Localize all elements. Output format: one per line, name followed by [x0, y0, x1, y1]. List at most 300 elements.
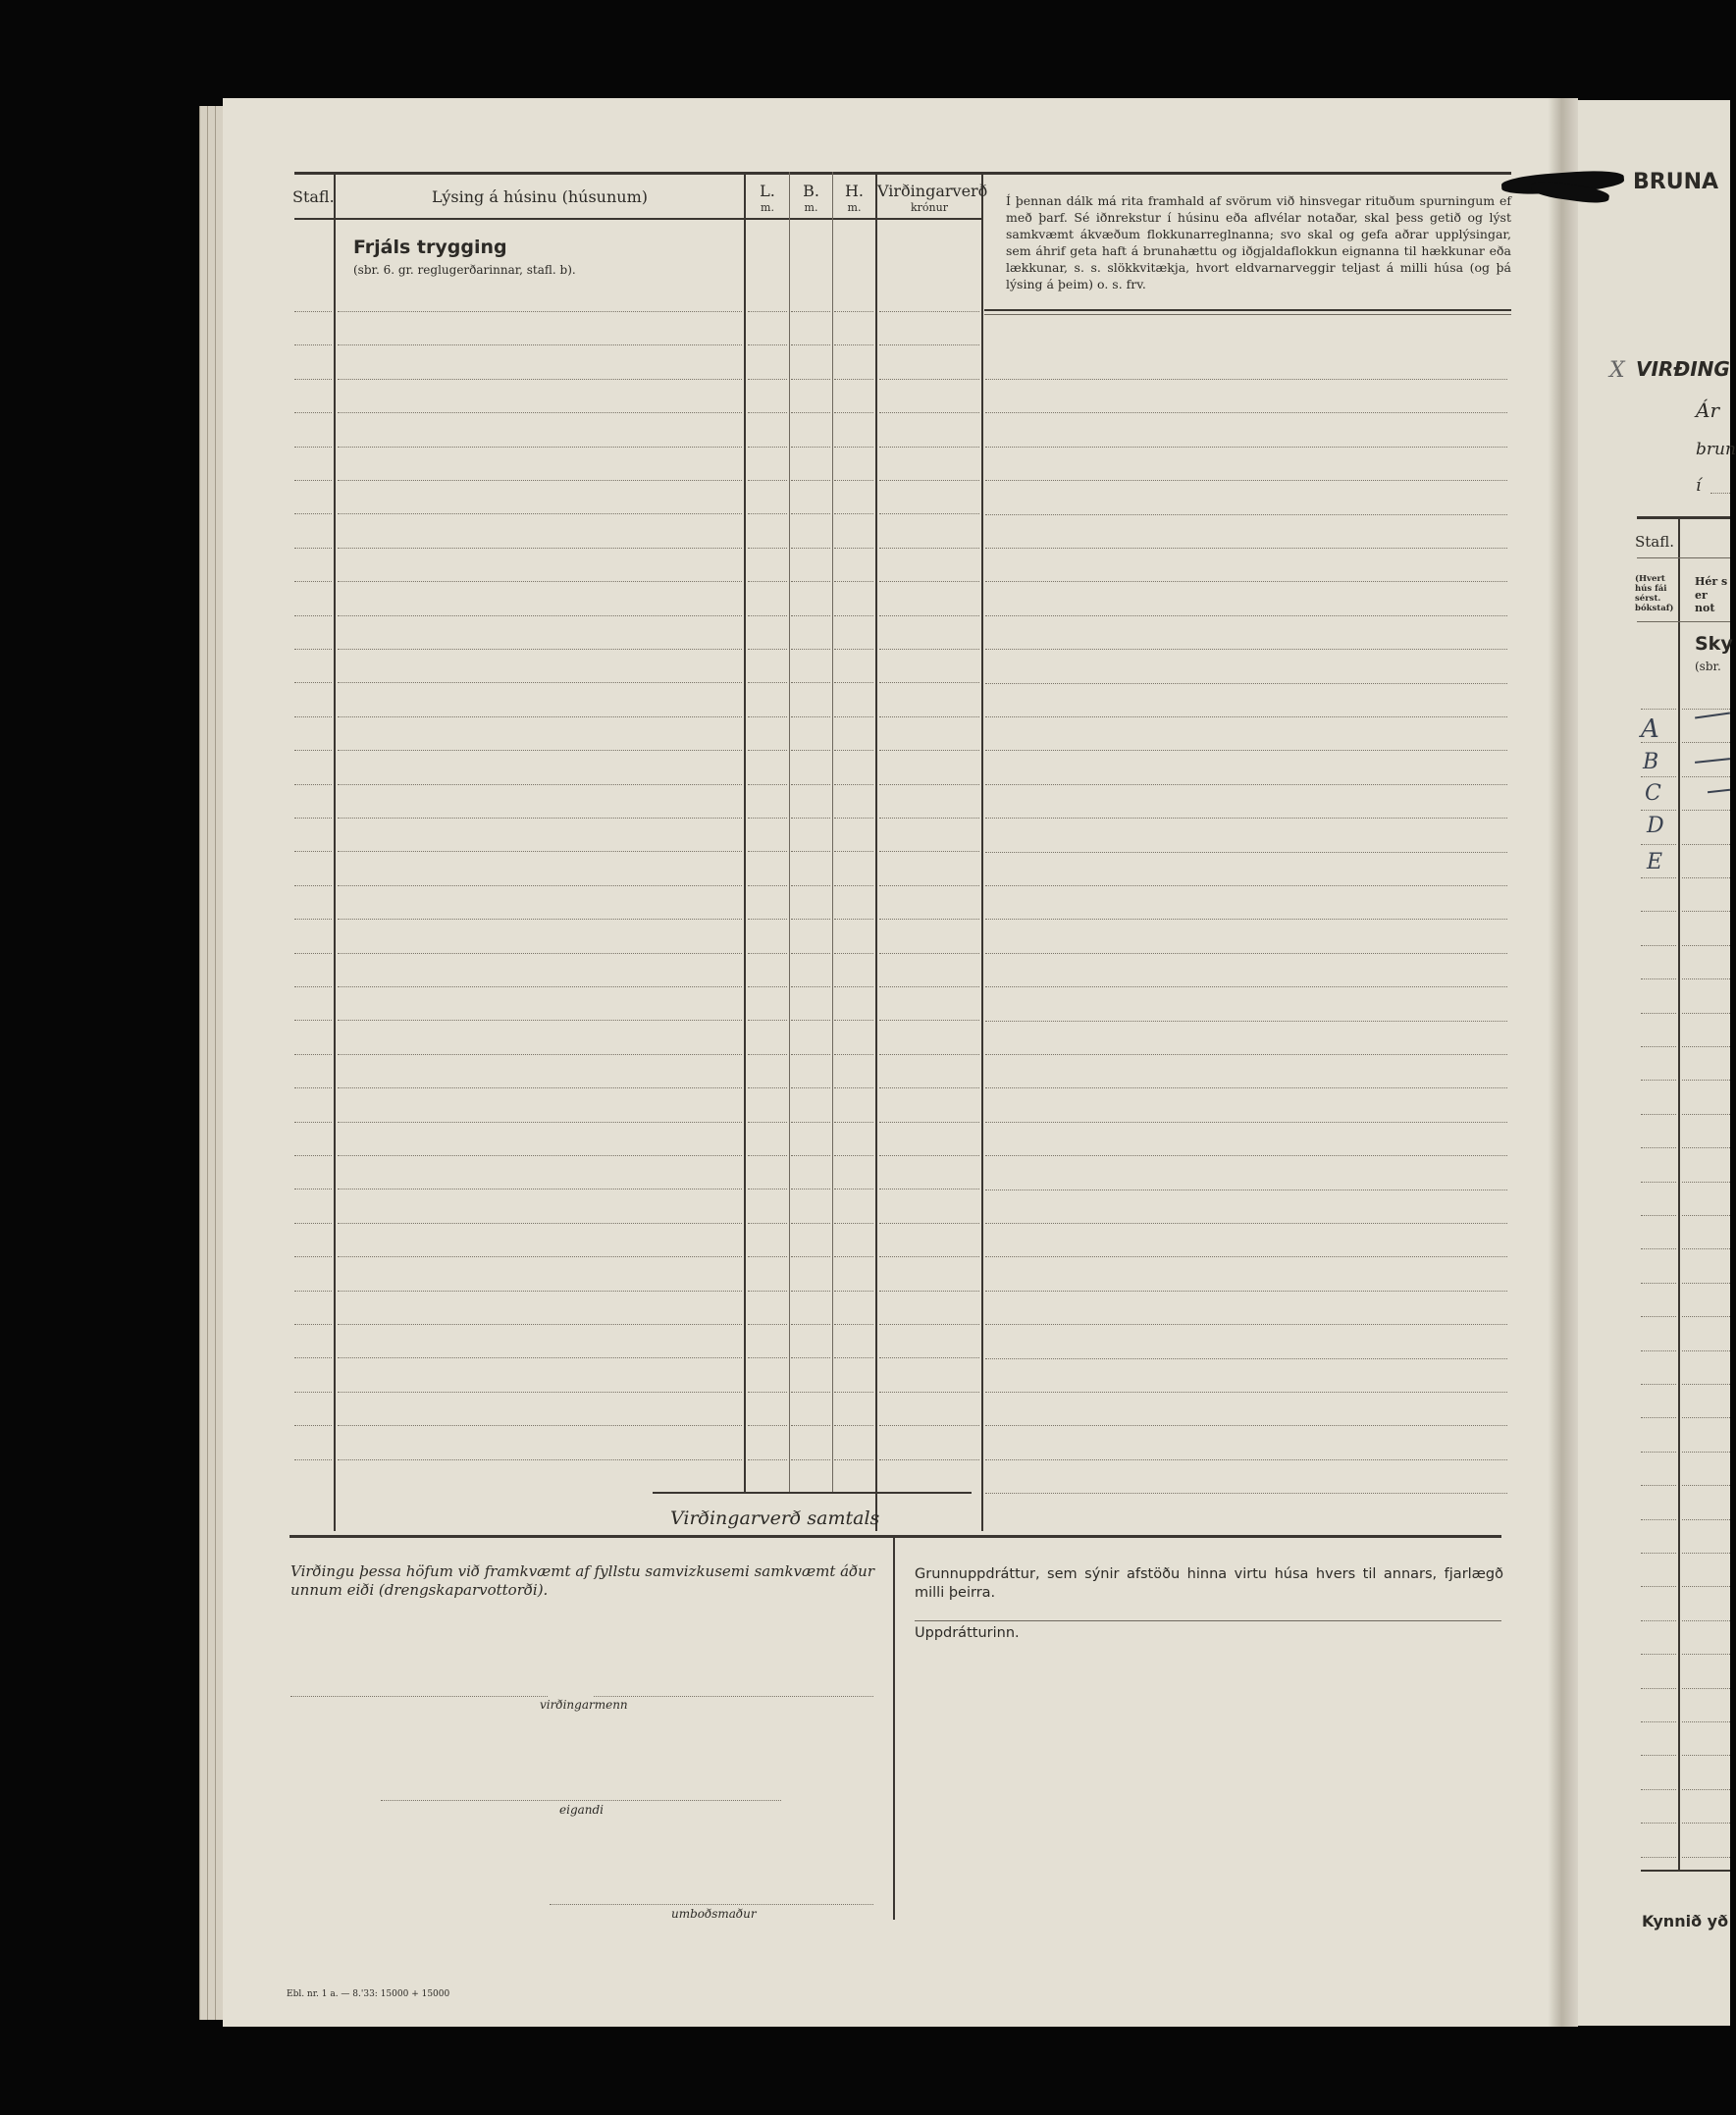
row-rule [338, 1459, 742, 1460]
row-rule [791, 615, 830, 616]
header-b-label: B. [803, 182, 819, 200]
header-l-unit: m. [761, 201, 774, 214]
header-h [833, 183, 875, 216]
row-rule [791, 1122, 830, 1123]
row-rule [791, 548, 830, 549]
row-rule [791, 1392, 830, 1393]
facing-row-rule [1682, 877, 1730, 878]
row-rule [748, 1020, 787, 1021]
facing-row-rule [1682, 1620, 1730, 1621]
row-rule [294, 548, 332, 549]
header-b [790, 183, 832, 216]
declaration-text: Virðingu þessa höfum við framkvæmt af fyllstu samvizkusemi samkvæmt áður unnum eiði (drengskaparvottorði). [290, 1562, 874, 1599]
row-rule [834, 1054, 873, 1055]
plan-description: Grunnuppdráttur, sem sýnir afstöðu hinna virtu húsa hvers til annars, fjarlægð milli þeirra. [915, 1566, 1503, 1601]
row-rule [791, 344, 830, 345]
row-rule [748, 1223, 787, 1224]
header-b-unit: m. [804, 201, 818, 214]
row-rule [834, 682, 873, 683]
header-bottom-rule [294, 218, 981, 220]
row-rule [834, 1357, 873, 1358]
header-h-label: H. [844, 182, 865, 200]
facing-row-rule [1682, 1485, 1730, 1486]
row-rule [834, 1155, 873, 1156]
facing-i-line [1710, 493, 1730, 494]
footer-top-rule [289, 1535, 1501, 1538]
row-rule [791, 919, 830, 920]
note-row-rule [985, 818, 1507, 819]
sig-line-assessor-2[interactable] [594, 1696, 873, 1697]
facing-row-rule [1682, 1755, 1730, 1756]
row-rule [294, 919, 332, 920]
row-rule [338, 311, 742, 312]
row-rule [294, 818, 332, 819]
col-divider-b [832, 172, 833, 1492]
sig-line-agent[interactable] [550, 1904, 873, 1905]
header-h-unit: m. [847, 201, 862, 214]
row-rule [791, 885, 830, 886]
header-value-unit: krónur [911, 201, 948, 214]
row-rule [338, 1155, 742, 1156]
facing-row-rule [1641, 1654, 1676, 1655]
facing-row-rule [1641, 1688, 1676, 1689]
row-rule [834, 818, 873, 819]
row-rule [748, 649, 787, 650]
row-rule [879, 1122, 979, 1123]
row-rule [834, 1425, 873, 1426]
row-rule [294, 1392, 332, 1393]
facing-letter-a: A [1641, 714, 1659, 744]
col-divider-lysing [744, 172, 746, 1492]
row-rule [834, 480, 873, 481]
row-rule [338, 953, 742, 954]
facing-row-rule [1641, 1248, 1676, 1249]
facing-row-rule [1682, 709, 1730, 710]
section-subtitle: (sbr. 6. gr. reglugerðarinnar, stafl. b). [353, 263, 576, 277]
note-row-rule [985, 514, 1507, 515]
row-rule [294, 1256, 332, 1257]
row-rule [791, 818, 830, 819]
row-rule [879, 885, 979, 886]
facing-row-rule [1641, 709, 1676, 710]
header-value [877, 182, 988, 216]
row-rule [748, 581, 787, 582]
facing-row-rule [1682, 742, 1730, 743]
row-rule [879, 581, 979, 582]
bleed-through [805, 1482, 1492, 1521]
facing-header-rule-2 [1637, 621, 1730, 622]
total-top-rule [653, 1492, 972, 1494]
note-row-rule [985, 1459, 1507, 1460]
row-rule [338, 412, 742, 413]
row-rule [879, 716, 979, 717]
row-rule [879, 344, 979, 345]
facing-row-rule [1682, 911, 1730, 912]
sig-line-owner[interactable] [381, 1800, 781, 1801]
row-rule [879, 986, 979, 987]
facing-row-rule [1682, 1114, 1730, 1115]
row-rule [748, 682, 787, 683]
note-row-rule [985, 683, 1507, 684]
row-rule [748, 784, 787, 785]
note-row-rule [985, 716, 1507, 717]
plan-label: Uppdrátturinn. [915, 1625, 1020, 1641]
note-row-rule [985, 919, 1507, 920]
facing-row-rule [1682, 1789, 1730, 1790]
row-rule [879, 818, 979, 819]
note-row-rule [985, 548, 1507, 549]
row-rule [338, 1425, 742, 1426]
header-lysing: Lýsing á húsinu (húsunum) [432, 187, 648, 206]
row-rule [748, 1459, 787, 1460]
facing-table-bottom [1641, 1870, 1730, 1872]
facing-row-rule [1641, 1586, 1676, 1587]
facing-row-rule [1682, 1721, 1730, 1722]
row-rule [791, 649, 830, 650]
plan-rule [915, 1620, 1501, 1621]
row-rule [791, 379, 830, 380]
row-rule [834, 513, 873, 514]
row-rule [294, 986, 332, 987]
row-rule [834, 1087, 873, 1088]
facing-brun: brun [1696, 440, 1736, 459]
row-rule [791, 447, 830, 448]
note-row-rule [985, 1256, 1507, 1257]
row-rule [879, 750, 979, 751]
row-rule [791, 682, 830, 683]
note-row-rule [985, 885, 1507, 886]
row-rule [748, 818, 787, 819]
row-rule [338, 1256, 742, 1257]
facing-row-rule [1641, 1147, 1676, 1148]
row-rule [338, 379, 742, 380]
facing-table-top [1637, 516, 1730, 519]
row-rule [338, 885, 742, 886]
row-rule [834, 1291, 873, 1292]
row-rule [338, 1189, 742, 1190]
facing-letter-b: B [1643, 750, 1659, 774]
row-rule [338, 1392, 742, 1393]
row-rule [748, 1291, 787, 1292]
facing-row-rule [1641, 1384, 1676, 1385]
row-rule [834, 986, 873, 987]
row-rule [748, 513, 787, 514]
row-rule [879, 548, 979, 549]
footer-divider [893, 1537, 895, 1920]
row-rule [338, 1357, 742, 1358]
facing-row-rule [1641, 844, 1676, 845]
facing-row-rule [1641, 1215, 1676, 1216]
row-rule [338, 615, 742, 616]
facing-row-rule [1682, 1013, 1730, 1014]
row-rule [879, 1425, 979, 1426]
note-row-rule [985, 1425, 1507, 1426]
row-rule [791, 851, 830, 852]
row-rule [834, 1324, 873, 1325]
row-rule [879, 953, 979, 954]
row-rule [879, 1087, 979, 1088]
row-rule [748, 1357, 787, 1358]
row-rule [338, 750, 742, 751]
facing-sky: Sky [1695, 633, 1733, 655]
facing-row-rule [1641, 978, 1676, 979]
row-rule [294, 1223, 332, 1224]
row-rule [791, 311, 830, 312]
row-rule [338, 919, 742, 920]
row-rule [879, 784, 979, 785]
row-rule [879, 447, 979, 448]
note-row-rule [985, 581, 1507, 582]
row-rule [879, 649, 979, 650]
row-rule [879, 1256, 979, 1257]
row-rule [338, 1020, 742, 1021]
row-rule [294, 447, 332, 448]
row-rule [294, 1425, 332, 1426]
row-rule [879, 851, 979, 852]
facing-row-rule [1682, 776, 1730, 777]
row-rule [294, 716, 332, 717]
row-rule [338, 344, 742, 345]
row-rule [338, 1223, 742, 1224]
row-rule [879, 1054, 979, 1055]
row-rule [834, 379, 873, 380]
facing-row-rule [1641, 1417, 1676, 1418]
row-rule [294, 1087, 332, 1088]
row-rule [791, 1020, 830, 1021]
row-rule [338, 851, 742, 852]
facing-mark: X [1609, 358, 1625, 383]
row-rule [791, 716, 830, 717]
row-rule [294, 1291, 332, 1292]
note-row-rule [985, 1087, 1507, 1088]
row-rule [791, 953, 830, 954]
col-divider-value [981, 172, 983, 1531]
row-rule [338, 1087, 742, 1088]
note-row-rule [985, 784, 1507, 785]
row-rule [791, 1054, 830, 1055]
facing-row-rule [1641, 911, 1676, 912]
row-rule [879, 1357, 979, 1358]
facing-row-rule [1682, 1215, 1730, 1216]
row-rule [294, 649, 332, 650]
row-rule [338, 447, 742, 448]
row-rule [834, 1020, 873, 1021]
row-rule [791, 1425, 830, 1426]
row-rule [294, 1357, 332, 1358]
note-row-rule [985, 1223, 1507, 1224]
facing-bottom: Kynnið yð [1642, 1912, 1729, 1930]
row-rule [294, 953, 332, 954]
row-rule [748, 1425, 787, 1426]
facing-hvert: (Hvert hús fái sérst. bókstaf) [1635, 574, 1674, 613]
note-row-rule [985, 379, 1507, 380]
row-rule [338, 1122, 742, 1123]
facing-row-rule [1682, 1688, 1730, 1689]
header-value-label: Virðingarverð [877, 182, 988, 200]
facing-her: Hér s [1695, 575, 1728, 588]
row-rule [294, 1189, 332, 1190]
row-rule [879, 1189, 979, 1190]
facing-row-rule [1682, 1857, 1730, 1858]
facing-page [1570, 100, 1730, 2026]
note-row-rule [985, 1021, 1507, 1022]
row-rule [791, 1324, 830, 1325]
row-rule [748, 716, 787, 717]
facing-row-rule [1682, 978, 1730, 979]
row-rule [791, 412, 830, 413]
facing-row-rule [1682, 945, 1730, 946]
row-rule [748, 1122, 787, 1123]
row-rule [791, 1256, 830, 1257]
row-rule [338, 513, 742, 514]
row-rule [294, 513, 332, 514]
row-rule [294, 1324, 332, 1325]
row-rule [294, 344, 332, 345]
row-rule [294, 885, 332, 886]
facing-row-rule [1641, 1485, 1676, 1486]
row-rule [834, 447, 873, 448]
col-divider-stafl [334, 172, 336, 1531]
sig-label-owner: eigandi [559, 1803, 605, 1817]
facing-row-rule [1682, 810, 1730, 811]
row-rule [294, 1122, 332, 1123]
facing-row-rule [1641, 1182, 1676, 1183]
row-rule [834, 953, 873, 954]
facing-row-rule [1641, 1046, 1676, 1047]
note-row-rule [985, 412, 1507, 413]
note-row-rule [985, 1122, 1507, 1123]
row-rule [879, 1223, 979, 1224]
form-page [223, 98, 1572, 2027]
facing-row-rule [1641, 1789, 1676, 1790]
row-rule [748, 919, 787, 920]
row-rule [834, 344, 873, 345]
row-rule [338, 480, 742, 481]
right-column-note: Í þennan dálk má rita framhald af svörum við hinsvegar rituðum spurningum ef með þarf. Sé iðnrekstur í húsinu eða aflvélar notaðar, skal þess getið og lýst samkvæmt ákvæðum flokkunarreglnanna; svo skal og gefa aðrar upplýsingar, sem áhrif geta haft á brunahættu og iðgjaldaflokkun eignanna til hækkunar eða lækkunar, s. s. slökkvitækja, hvort eldvarnarveggir teljast á milli húsa (og þá lýsing á þeim) o. s. frv. [1006, 193, 1511, 291]
sig-label-assessors: virðingarmenn [540, 1698, 628, 1712]
col-divider-l [789, 172, 790, 1492]
section-title: Frjáls trygging [353, 237, 507, 258]
row-rule [834, 1256, 873, 1257]
facing-row-rule [1682, 1417, 1730, 1418]
row-rule [294, 615, 332, 616]
note-row-rule [985, 1324, 1507, 1325]
header-l [746, 183, 789, 216]
note-row-rule [985, 986, 1507, 987]
facing-row-rule [1641, 1350, 1676, 1351]
row-rule [834, 1459, 873, 1460]
row-rule [834, 784, 873, 785]
facing-row-rule [1682, 1823, 1730, 1824]
facing-letter-d: D [1647, 814, 1664, 838]
facing-letter-c: C [1645, 781, 1661, 806]
facing-row-rule [1641, 1755, 1676, 1756]
row-rule [294, 1020, 332, 1021]
row-rule [879, 1324, 979, 1325]
row-rule [294, 480, 332, 481]
row-rule [294, 1155, 332, 1156]
row-rule [338, 784, 742, 785]
facing-row-rule [1682, 1553, 1730, 1554]
sig-line-assessor-1[interactable] [290, 1696, 548, 1697]
row-rule [791, 750, 830, 751]
row-rule [791, 513, 830, 514]
row-rule [748, 1324, 787, 1325]
row-rule [791, 1087, 830, 1088]
facing-row-rule [1641, 1316, 1676, 1317]
row-rule [748, 311, 787, 312]
note-row-rule [985, 1155, 1507, 1156]
row-rule [791, 1155, 830, 1156]
row-rule [748, 615, 787, 616]
row-rule [338, 818, 742, 819]
row-rule [338, 986, 742, 987]
facing-row-rule [1641, 1114, 1676, 1115]
row-rule [294, 750, 332, 751]
facing-row-rule [1682, 1147, 1730, 1148]
facing-sbr: (sbr. [1695, 660, 1721, 673]
facing-row-rule [1641, 1080, 1676, 1081]
facing-row-rule [1682, 1586, 1730, 1587]
note-row-rule [985, 1392, 1507, 1393]
facing-i: í [1696, 476, 1702, 496]
row-rule [879, 1155, 979, 1156]
row-rule [748, 1189, 787, 1190]
row-rule [791, 581, 830, 582]
facing-row-rule [1682, 1046, 1730, 1047]
facing-row-rule [1641, 1283, 1676, 1284]
row-rule [294, 379, 332, 380]
facing-row-rule [1641, 810, 1676, 811]
row-rule [294, 581, 332, 582]
note-row-rule [985, 480, 1507, 481]
facing-stafl: Stafl. [1635, 533, 1675, 551]
facing-row-rule [1682, 1182, 1730, 1183]
row-rule [748, 986, 787, 987]
row-rule [748, 885, 787, 886]
row-rule [338, 581, 742, 582]
note-row-rule [985, 1291, 1507, 1292]
row-rule [879, 513, 979, 514]
row-rule [834, 885, 873, 886]
row-rule [834, 851, 873, 852]
facing-row-rule [1641, 877, 1676, 878]
facing-row-rule [1641, 945, 1676, 946]
row-rule [834, 919, 873, 920]
note-row-rule [985, 1358, 1507, 1359]
row-rule [834, 548, 873, 549]
facing-col-divider [1678, 517, 1680, 1870]
row-rule [834, 615, 873, 616]
row-rule [834, 649, 873, 650]
row-rule [879, 379, 979, 380]
row-rule [834, 750, 873, 751]
header-l-label: L. [760, 182, 775, 200]
row-rule [879, 1020, 979, 1021]
facing-row-rule [1682, 1283, 1730, 1284]
total-label: Virðingarverð samtals [670, 1507, 880, 1529]
row-rule [294, 1459, 332, 1460]
row-rule [338, 1324, 742, 1325]
row-rule [834, 1122, 873, 1123]
facing-row-rule [1641, 1823, 1676, 1824]
facing-row-rule [1641, 1452, 1676, 1453]
facing-row-rule [1682, 1316, 1730, 1317]
facing-header-rule [1637, 557, 1730, 558]
facing-row-rule [1641, 1519, 1676, 1520]
row-rule [791, 1223, 830, 1224]
row-rule [748, 1392, 787, 1393]
